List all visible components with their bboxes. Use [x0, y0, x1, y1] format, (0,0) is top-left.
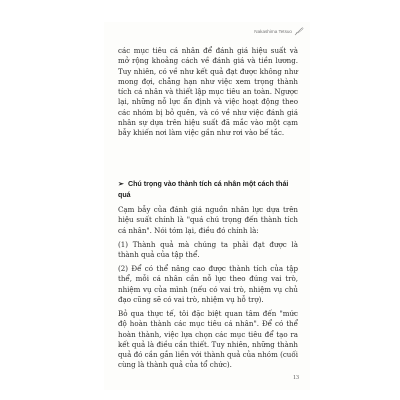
paragraph-point-1: (1) Thành quả mà chúng ta phải đạt được là thành quả của tập thể.	[118, 240, 298, 260]
paragraph-point-2: (2) Để có thể nâng cao được thành tích của tập thể, mỗi cá nhân cần nỗ lực theo đúng vai trò, nhiệm vụ của mình (nếu có vai trò, nhiệm vụ chủ đạo cũng sẽ có vai trò, nhiệm vụ hỗ trợ).	[118, 264, 298, 304]
paragraph-conclusion: Bỏ qua thực tế, tôi đặc biệt quan tâm đến "mức độ hoàn thành các mục tiêu cá nhân". Để có thể hoàn thành, việc lựa chọn các mục tiêu để tạo ra kết quả là điều cần thiết. Tuy nhiên, những thành quả đó cần gắn liền với thành quả của nhóm (cuối cùng là thành quả của tổ chức).	[118, 309, 298, 370]
author-name: Nakashima Tetsuo	[254, 28, 292, 34]
section-heading-text: Chú trọng vào thành tích cá nhân một cách thái quá	[118, 180, 289, 199]
paragraph-trap: Cạm bẫy của đánh giá nguồn nhân lực dựa trên hiệu suất chính là "quá chú trọng đến thành tích cá nhân". Nói tóm lại, điều đó chính là:	[118, 205, 298, 235]
paragraph-intro: các mục tiêu cá nhân để đánh giá hiệu suất và mở rộng khoảng cách về đánh giá và tiền lương. Tuy nhiên, có về như kết quả đạt được không như mong đợi, chẳng hạn như việc xem trọng thành tích cá nhân và thiết lập mục tiêu an toàn. Ngược lại, những nỗ lực ẩn định và việc hoạt động theo các nhóm bị bỏ quên, và có về như việc đánh giá nhân sự dựa trên hiệu suất đã mắc vào một cạm bẫy khiến nơi làm việc gần như rơi vào bế tắc.	[118, 46, 298, 138]
section-heading	[118, 179, 298, 200]
arrow-bullet-icon: ➢	[118, 180, 124, 188]
quill-pen-icon	[294, 26, 304, 36]
running-header	[254, 26, 304, 36]
page-number: 13	[293, 375, 299, 381]
